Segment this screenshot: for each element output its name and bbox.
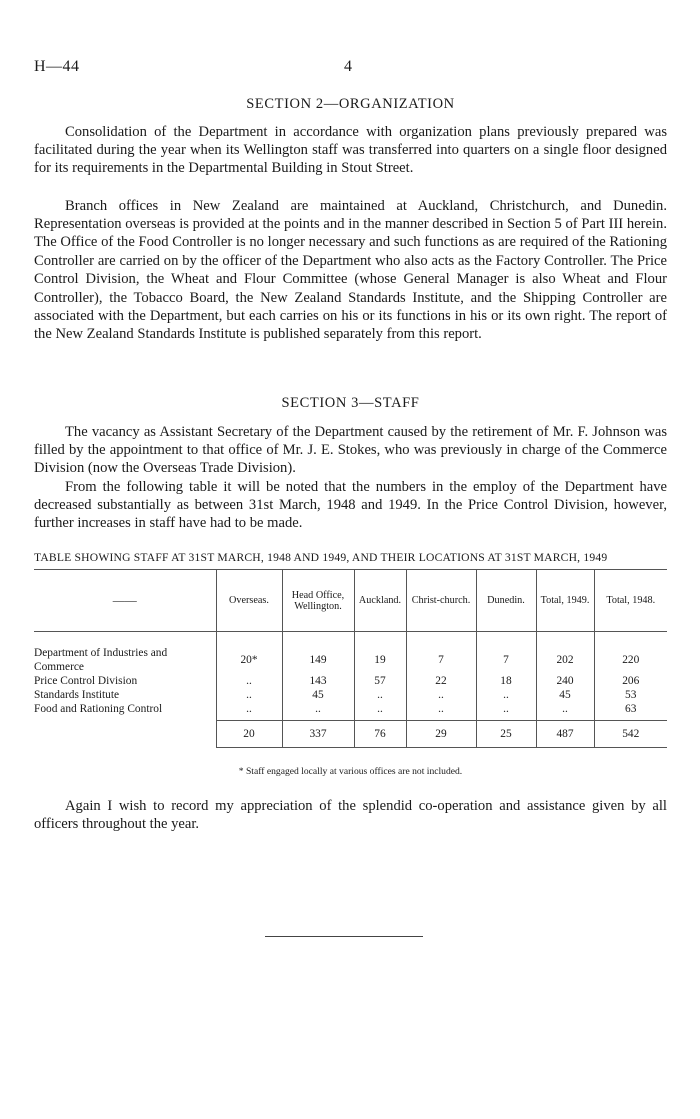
staff-table: [34, 569, 667, 748]
cell-head-office: 45: [282, 688, 354, 702]
cell-auckland: 19: [354, 646, 406, 674]
row-label: Department of Industries and Commerce: [34, 647, 168, 673]
total-1948: 542: [594, 721, 667, 748]
cell-dunedin: 18: [476, 674, 536, 688]
cell-overseas: ..: [216, 702, 282, 721]
header-total-1948: Total, 1948.: [594, 570, 667, 632]
header-head-office: Head Office, Wellington.: [282, 570, 354, 632]
section-2-title: SECTION 2—ORGANIZATION: [246, 96, 455, 112]
cell-head-office: 143: [282, 674, 354, 688]
row-label: Price Control Division: [34, 675, 138, 687]
total-overseas: 20: [216, 721, 282, 748]
table-spacer-row: [34, 632, 667, 647]
cell-dunedin: ..: [476, 688, 536, 702]
header-total-1949: Total, 1949.: [536, 570, 594, 632]
total-christchurch: 29: [406, 721, 476, 748]
table-row: [34, 646, 667, 674]
header-overseas: Overseas.: [216, 570, 282, 632]
row-label: Standards Institute: [34, 689, 120, 701]
cell-total-1949: ..: [536, 702, 594, 721]
cell-christchurch: ..: [406, 702, 476, 721]
header-blank: ——: [34, 570, 216, 632]
cell-total-1948: 53: [594, 688, 667, 702]
cell-overseas: ..: [216, 688, 282, 702]
header-christchurch: Christ-church.: [406, 570, 476, 632]
cell-auckland: ..: [354, 688, 406, 702]
page-header: [34, 58, 667, 80]
cell-overseas: ..: [216, 674, 282, 688]
table-row: [34, 674, 667, 688]
cell-total-1949: 202: [536, 646, 594, 674]
table-title: TABLE SHOWING STAFF AT 31ST MARCH, 1948 AND 1949, AND THEIR LOCATIONS AT 31ST MARCH, 1949: [34, 551, 608, 564]
header-auckland: Auckland.: [354, 570, 406, 632]
cell-head-office: ..: [282, 702, 354, 721]
total-auckland: 76: [354, 721, 406, 748]
total-1949: 487: [536, 721, 594, 748]
cell-total-1948: 220: [594, 646, 667, 674]
cell-auckland: ..: [354, 702, 406, 721]
section-3-paragraph-1: The vacancy as Assistant Secretary of the Department caused by the retirement of Mr. F. Johnson was filled by the appointment to that office of Mr. J. E. Stokes, who was previously in charge of the Commerce Division (now the Overseas Trade Division).: [34, 423, 667, 477]
row-label: Food and Rationing Control: [34, 703, 163, 716]
cell-christchurch: 7: [406, 646, 476, 674]
table-header-row: [34, 570, 667, 632]
cell-total-1949: 45: [536, 688, 594, 702]
closing-paragraph: Again I wish to record my appreciation of the splendid co-operation and assistance given by all officers throughout the year.: [34, 797, 667, 832]
document-reference: H—44: [34, 58, 80, 75]
cell-overseas: 20*: [216, 646, 282, 674]
cell-head-office: 149: [282, 646, 354, 674]
table-footnote: * Staff engaged locally at various offices are not included.: [238, 766, 463, 777]
header-dunedin: Dunedin.: [476, 570, 536, 632]
table-totals-row: [34, 721, 667, 748]
page-number: 4: [344, 58, 352, 75]
section-3-title: SECTION 3—STAFF: [281, 395, 420, 411]
cell-total-1948: 63: [594, 702, 667, 721]
section-2-paragraph-2: Branch offices in New Zealand are maintained at Auckland, Christchurch, and Dunedin. Representation overseas is provided at the points and in the manner described in Section 5 of Part III herein. The Office of the Food Controller is no longer necessary and such functions as are required of the Rationing Controller are carried on by the officer of the Department who also acts as the Factory Controller. The Price Control Division, the Wheat and Flour Committee (whose General Manager is also Wheat and Flour Controller), the Tobacco Board, the New Zealand Standards Institute, and the Shipping Controller are associated with the Department, but each carries on his or its functions in his or its own right. The report of the New Zealand Standards Institute is published separately from this report.: [34, 197, 667, 343]
cell-total-1949: 240: [536, 674, 594, 688]
section-2-paragraph-1: Consolidation of the Department in accordance with organization plans previously prepared was facilitated during the year when its Wellington staff was transferred into quarters on a single floor designed for its requirements in the Departmental Building in Stout Street.: [34, 123, 667, 177]
table-row: [34, 688, 667, 702]
cell-dunedin: 7: [476, 646, 536, 674]
table-row: [34, 702, 667, 721]
cell-dunedin: ..: [476, 702, 536, 721]
cell-christchurch: 22: [406, 674, 476, 688]
total-dunedin: 25: [476, 721, 536, 748]
section-3-paragraph-2: From the following table it will be noted that the numbers in the employ of the Department have decreased substantially as between 31st March, 1948 and 1949. In the Price Control Division, however, further increases in staff have had to be made.: [34, 478, 667, 532]
cell-christchurch: ..: [406, 688, 476, 702]
total-head-office: 337: [282, 721, 354, 748]
closing-rule: [265, 936, 423, 937]
cell-auckland: 57: [354, 674, 406, 688]
cell-total-1948: 206: [594, 674, 667, 688]
